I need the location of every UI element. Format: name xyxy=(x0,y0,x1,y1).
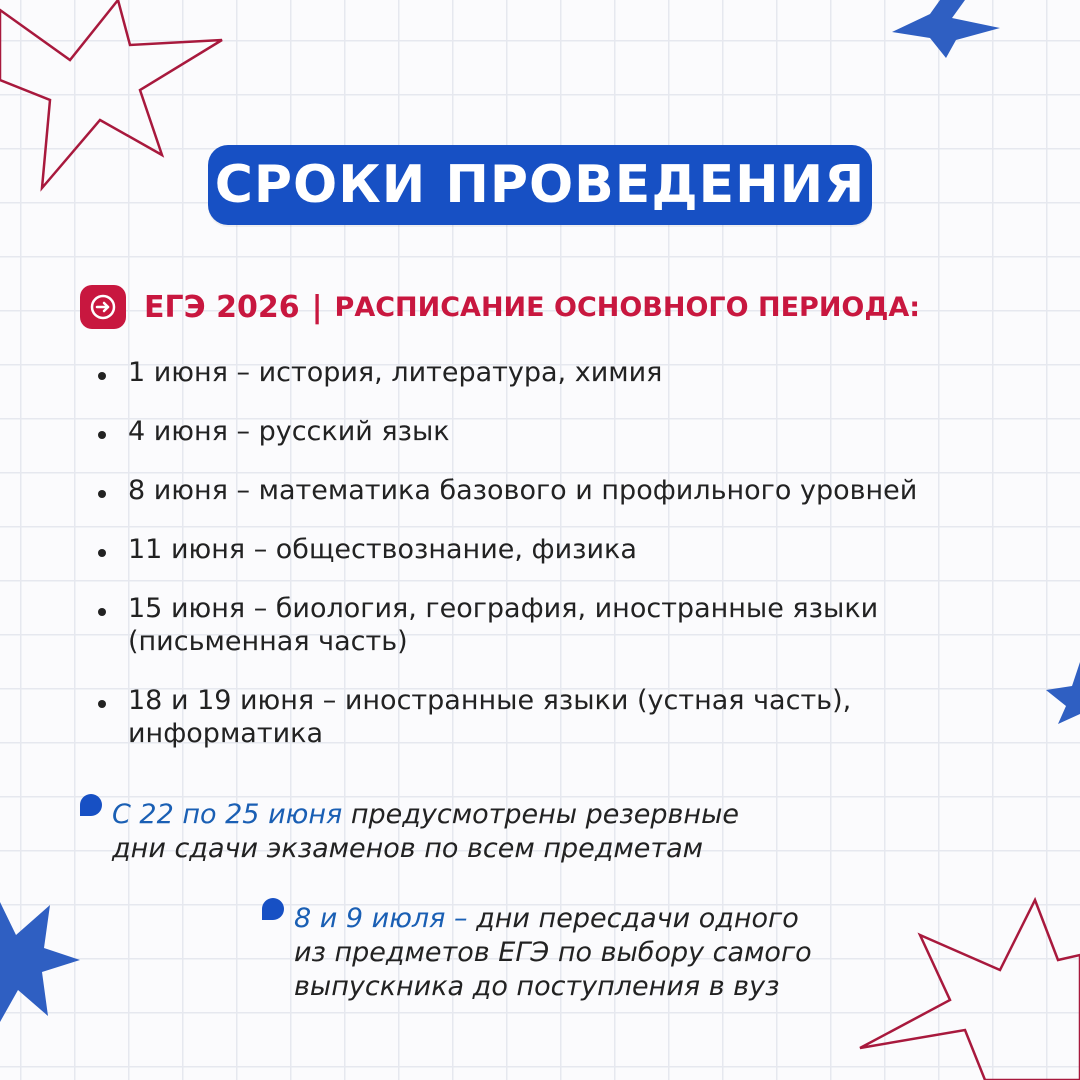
bullet-icon xyxy=(98,431,106,439)
page-title: СРОКИ ПРОВЕДЕНИЯ xyxy=(208,145,872,225)
note-highlight: С 22 по 25 июня xyxy=(112,799,343,830)
list-item xyxy=(98,684,1058,750)
star-bottom-left xyxy=(0,902,80,1022)
bullet-icon xyxy=(98,700,106,708)
reserve-days-note xyxy=(80,798,739,866)
list-item xyxy=(98,533,1058,566)
note-text xyxy=(112,798,739,866)
schedule-text: 8 июня – математика базового и профильного уровней xyxy=(128,475,918,506)
star-top-right xyxy=(892,0,1000,58)
note-line: дни сдачи экзаменов по всем предметам xyxy=(112,833,704,864)
note-line: выпускника до поступления в вуз xyxy=(294,971,780,1002)
schedule-text: 1 июня – история, литература, химия xyxy=(128,357,663,388)
section-heading xyxy=(80,285,920,329)
note-line: из предметов ЕГЭ по выбору самого xyxy=(294,937,812,968)
schedule-text: 11 июня – обществознание, физика xyxy=(128,534,637,565)
note-line: предусмотрены резервные xyxy=(342,799,739,830)
note-line: дни пересдачи одного xyxy=(467,903,799,934)
bullet-icon xyxy=(98,490,106,498)
heading-year: ЕГЭ 2026 xyxy=(144,289,300,325)
heading-text: РАСПИСАНИЕ ОСНОВНОГО ПЕРИОДА: xyxy=(334,291,921,323)
speech-dot-icon xyxy=(80,794,102,816)
bullet-icon xyxy=(98,608,106,616)
speech-dot-icon xyxy=(262,898,284,920)
note-text xyxy=(294,902,812,1004)
exam-schedule-list xyxy=(98,356,1058,776)
list-item xyxy=(98,592,1058,658)
list-item xyxy=(98,474,1058,507)
schedule-text: 15 июня – биология, география, иностранные языки (письменная часть) xyxy=(128,593,879,657)
schedule-text: 4 июня – русский язык xyxy=(128,416,450,447)
arrow-right-icon xyxy=(80,285,126,329)
list-item xyxy=(98,356,1058,389)
burst-outline-top-left xyxy=(0,0,222,188)
schedule-text: 18 и 19 июня – иностранные языки (устная часть), информатика xyxy=(128,685,852,749)
burst-outline-bottom-right xyxy=(860,900,1080,1080)
list-item xyxy=(98,415,1058,448)
bullet-icon xyxy=(98,372,106,380)
retake-days-note xyxy=(262,902,812,1004)
note-highlight: 8 и 9 июля – xyxy=(294,903,468,934)
bullet-icon xyxy=(98,549,106,557)
heading-separator: | xyxy=(311,289,323,325)
